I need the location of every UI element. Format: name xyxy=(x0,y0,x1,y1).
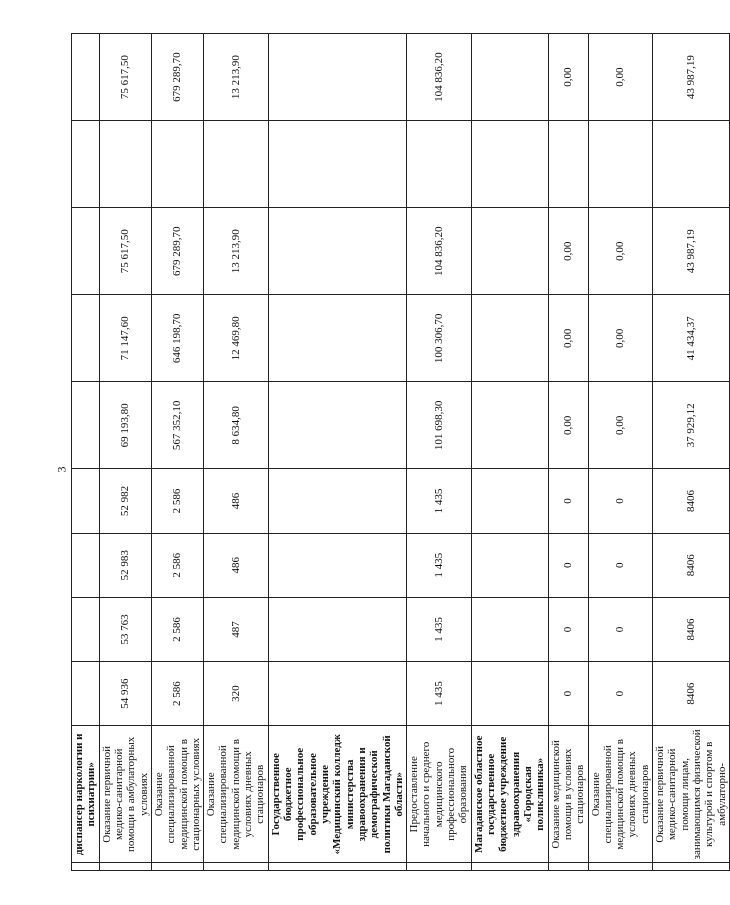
value-cell xyxy=(151,121,203,208)
table-row xyxy=(99,34,151,871)
value-cell xyxy=(471,34,548,121)
value-cell: 12 469,80 xyxy=(204,295,269,382)
value-cell: 487 xyxy=(204,597,269,661)
value-cell: 8406 xyxy=(653,662,730,726)
value-cell xyxy=(72,533,100,597)
value-cell: 0 xyxy=(548,662,588,726)
table-row xyxy=(548,34,588,871)
value-cell: 8 634,80 xyxy=(204,382,269,469)
value-cell: 0,00 xyxy=(588,208,653,295)
row-name-cell: диспансер наркологии и психиатрии» xyxy=(72,726,100,863)
services-table xyxy=(71,33,730,871)
value-cell: 2 586 xyxy=(151,662,203,726)
value-cell: 0 xyxy=(588,533,653,597)
value-cell: 320 xyxy=(204,662,269,726)
value-cell: 2 586 xyxy=(151,469,203,533)
value-cell: 2 586 xyxy=(151,533,203,597)
table-body xyxy=(72,34,730,871)
row-stub-cell xyxy=(99,863,151,871)
value-cell xyxy=(72,34,100,121)
value-cell: 567 352,10 xyxy=(151,382,203,469)
value-cell xyxy=(268,533,406,597)
value-cell xyxy=(72,295,100,382)
row-name-cell: Оказание медицинской помощи в условиях стационаров xyxy=(548,726,588,863)
value-cell: 104 836,20 xyxy=(407,34,472,121)
value-cell xyxy=(72,121,100,208)
value-cell: 75 617,50 xyxy=(99,34,151,121)
value-cell: 8406 xyxy=(653,533,730,597)
value-cell: 0,00 xyxy=(588,295,653,382)
value-cell xyxy=(407,121,472,208)
row-stub-cell xyxy=(407,863,472,871)
value-cell: 71 147,60 xyxy=(99,295,151,382)
value-cell xyxy=(72,597,100,661)
value-cell: 69 193,80 xyxy=(99,382,151,469)
value-cell xyxy=(72,208,100,295)
table-row xyxy=(471,34,548,871)
value-cell: 13 213,90 xyxy=(204,34,269,121)
row-stub-cell xyxy=(588,863,653,871)
value-cell xyxy=(268,34,406,121)
table-row xyxy=(151,34,203,871)
table-row xyxy=(407,34,472,871)
row-stub-cell xyxy=(471,863,548,871)
row-name-cell: Оказание специализированной медицинской помощи в стационарных условиях xyxy=(151,726,203,863)
value-cell xyxy=(548,121,588,208)
rotated-table-wrapper xyxy=(71,33,728,871)
value-cell xyxy=(471,662,548,726)
value-cell: 1 435 xyxy=(407,469,472,533)
value-cell: 679 289,70 xyxy=(151,208,203,295)
value-cell: 101 698,30 xyxy=(407,382,472,469)
value-cell xyxy=(471,597,548,661)
value-cell: 0,00 xyxy=(548,295,588,382)
table-row xyxy=(653,34,730,871)
value-cell: 1 435 xyxy=(407,533,472,597)
row-stub-cell xyxy=(548,863,588,871)
value-cell xyxy=(588,121,653,208)
value-cell xyxy=(72,662,100,726)
value-cell xyxy=(72,382,100,469)
value-cell xyxy=(268,295,406,382)
value-cell: 0,00 xyxy=(548,208,588,295)
table-row xyxy=(72,34,100,871)
value-cell xyxy=(204,121,269,208)
value-cell xyxy=(471,469,548,533)
row-name-cell: Государственное бюджетное профессиональное образовательное учреждение «Медицинский колледж министерства здравоохранения и демографической политики Магаданской области» xyxy=(268,726,406,863)
value-cell: 53 763 xyxy=(99,597,151,661)
value-cell: 2 586 xyxy=(151,597,203,661)
value-cell: 43 987,19 xyxy=(653,34,730,121)
value-cell xyxy=(471,382,548,469)
value-cell: 1 435 xyxy=(407,597,472,661)
row-name-cell: Магаданское областное государственное бюджетное учреждение здравоохранения «Городская поликлиника» xyxy=(471,726,548,863)
row-name-cell: Оказание специализированной медицинской помощи в условиях дневных стационаров xyxy=(588,726,653,863)
value-cell: 52 983 xyxy=(99,533,151,597)
value-cell xyxy=(99,121,151,208)
value-cell: 13 213,90 xyxy=(204,208,269,295)
value-cell xyxy=(471,533,548,597)
value-cell: 486 xyxy=(204,533,269,597)
value-cell: 104 836,20 xyxy=(407,208,472,295)
value-cell: 43 987,19 xyxy=(653,208,730,295)
row-stub-cell xyxy=(268,863,406,871)
value-cell xyxy=(268,469,406,533)
value-cell xyxy=(268,597,406,661)
value-cell: 75 617,50 xyxy=(99,208,151,295)
page-number: 3 xyxy=(54,466,69,473)
value-cell: 100 306,70 xyxy=(407,295,472,382)
value-cell: 0,00 xyxy=(548,382,588,469)
value-cell: 37 929,12 xyxy=(653,382,730,469)
value-cell xyxy=(653,121,730,208)
value-cell xyxy=(72,469,100,533)
value-cell xyxy=(471,208,548,295)
value-cell: 8406 xyxy=(653,597,730,661)
value-cell: 0 xyxy=(548,533,588,597)
row-stub-cell xyxy=(204,863,269,871)
value-cell: 0,00 xyxy=(588,34,653,121)
table-row xyxy=(204,34,269,871)
value-cell: 486 xyxy=(204,469,269,533)
row-name-cell: Оказание первичной медико-санитарной помощи в амбулаторных условиях xyxy=(99,726,151,863)
value-cell xyxy=(471,121,548,208)
table-row xyxy=(268,34,406,871)
value-cell: 646 198,70 xyxy=(151,295,203,382)
value-cell: 54 936 xyxy=(99,662,151,726)
value-cell xyxy=(268,121,406,208)
value-cell: 0 xyxy=(548,469,588,533)
value-cell: 41 434,37 xyxy=(653,295,730,382)
row-stub-cell xyxy=(151,863,203,871)
row-name-cell: Оказание первичной медико-санитарной помощи лицам, занимающимся физической культурой и спортом в амбулаторно- xyxy=(653,726,730,863)
table-row xyxy=(588,34,653,871)
value-cell: 0 xyxy=(588,597,653,661)
row-stub-cell xyxy=(653,863,730,871)
value-cell: 8406 xyxy=(653,469,730,533)
row-stub-cell xyxy=(72,863,100,871)
value-cell: 0,00 xyxy=(588,382,653,469)
value-cell: 0 xyxy=(588,662,653,726)
value-cell: 0 xyxy=(548,597,588,661)
value-cell xyxy=(471,295,548,382)
value-cell xyxy=(268,208,406,295)
value-cell: 679 289,70 xyxy=(151,34,203,121)
value-cell: 0,00 xyxy=(548,34,588,121)
row-name-cell: Предоставление начального и среднего медицинского профессионального образования xyxy=(407,726,472,863)
value-cell: 1 435 xyxy=(407,662,472,726)
row-name-cell: Оказание специализированной медицинской помощи в условиях дневных стационаров xyxy=(204,726,269,863)
value-cell: 0 xyxy=(588,469,653,533)
value-cell: 52 982 xyxy=(99,469,151,533)
value-cell xyxy=(268,382,406,469)
value-cell xyxy=(268,662,406,726)
